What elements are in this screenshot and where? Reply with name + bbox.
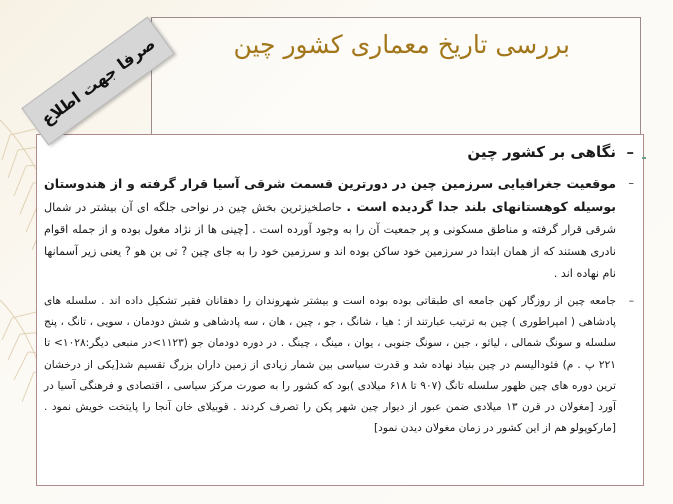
geography-detail: حاصلخیزترین بخش چین در نواحی جلگه ای آن بیشتر در شمال شرقی قرار گرفته و مناطق مسکونی و پر جمعیت آن را به وجود آورده است . [چینی ها از نژاد مغول بوده و از جمله اقوام نادری هستند که از همان ابتدا در سرزمین خود ساکن بوده اند و سرزمین خود را به جای چین ? تی بن هو ? یعنی زیر آسمانها نام نهاده اند . <box>44 201 616 280</box>
title-frame <box>151 17 641 143</box>
decorative-tick <box>642 157 646 159</box>
geography-lead: موقعیت جغرافیایی سرزمین چین در دورترین قسمت شرقی آسیا قرار گرفته و از هندوستان بوسیله کوهستانهای بلند جدا گردیده است . <box>44 176 617 214</box>
society-paragraph: – جامعه چین از روزگار کهن جامعه ای طبقاتی بوده بوده است و بیشتر شهروندان را دهقانان فقیر تشکیل داده اند . سلسله های پادشاهی ( امپراطوری ) چین به ترتیب عبارتند از : هیا ، شانگ ، جو ، چین ، هان ، سه پادشاهی و شش دودمان ، سویی ، تانگ ، پنج سلسله و سونگ شمالی ، لیائو ، جین ، سونگ جنوبی ، یوان ، مینگ ، چینگ . در دوره دودمان جو (۱۱۲۳>در منبعی دیگر:۱۰۲۸> تا ۲۲۱ پ . م) فئودالیسم در چین بنیاد نهاده شد و قدرت سیاسی بین شمار زیادی از زمین داران بزرگ تقسیم شد[یکی از درخشان ترین دوره های چین ظهور سلسله تانگ (۹۰۷ تا ۶۱۸ میلادی )بود که کشور را به صورت مرکز سیاسی ، اقتصادی و فرهنگی آسیا در آورد [مغولان در قرن ۱۳ میلادی ضمن عبور از دیوار چین شهر پکن را تصرف کردند . قوبیلای خان آنجا را پایتخت خویش نمود . [مارکوپولو هم از این کشور در زمان مغولان دیدن نمود] <box>44 291 634 439</box>
slide-title: بررسی تاریخ معماری کشور چین <box>233 30 570 59</box>
geography-paragraph <box>44 173 634 285</box>
stamp-label: صرفا جهت اطلاع <box>37 33 159 129</box>
content-text <box>44 142 634 439</box>
section-heading: – نگاهی بر کشور چین <box>44 142 634 162</box>
